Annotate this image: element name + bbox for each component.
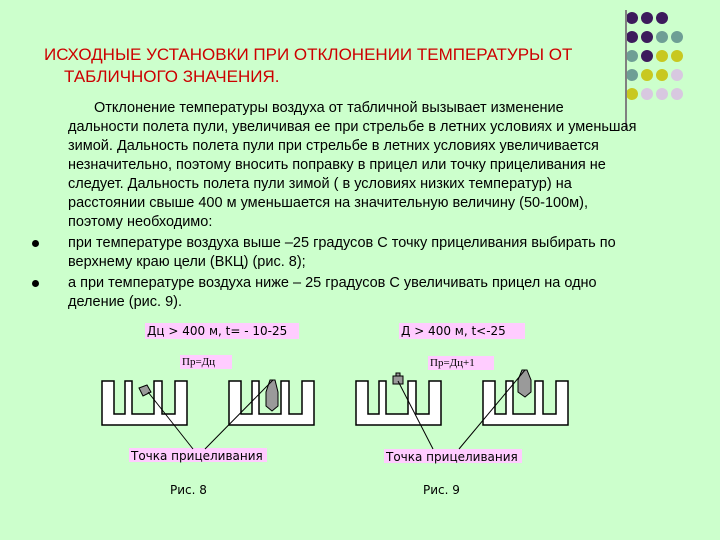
- fig8-bullet-marker: [139, 385, 151, 396]
- fig8-caption: Рис. 8: [170, 483, 207, 497]
- fig9-bullet-marker: [393, 373, 403, 384]
- fig9-aim-label: Точка прицеливания: [384, 449, 522, 463]
- bullet-text: при температуре воздуха выше –25 градусов С точку прицеливания выбирать по верхнему краю цели (ВКЦ) (рис. 8);: [68, 235, 616, 270]
- fig8-condition-label: Дц > 400 м, t= - 10-25: [145, 323, 299, 339]
- fig9-condition-label: Д > 400 м, t<-25: [399, 323, 525, 339]
- fig9-sight-label: Пр=Дц+1: [428, 356, 494, 370]
- fig9-figure-target: [518, 370, 531, 397]
- fig8-aim-label: Точка прицеливания: [129, 448, 267, 462]
- fig8-sight-label: Пр=Дц: [180, 355, 232, 369]
- fig9-caption: Рис. 9: [423, 483, 460, 497]
- bullet-text: а при температуре воздуха ниже – 25 градусов С увеличивать прицел на одно деление (рис. 9).: [68, 275, 597, 310]
- intro-paragraph: Отклонение температуры воздуха от табличной вызывает изменение дальности полета пули, увеличивая ее при стрельбе в летних условиях и уменьшая зимой. Дальность полета пули при стрельбе в летних условиях увеличивается незначительно, поэтому вносить поправку в прицел или точку прицеливания не следует. Дальность полета пули зимой ( в условиях низких температур) на расстоянии свыше 400 м уменьшается на значительную величину (50-100м), поэтому необходимо:: [68, 100, 637, 230]
- fig9-target-left: [356, 381, 441, 425]
- page-title: ИСХОДНЫЕ УСТАНОВКИ ПРИ ОТКЛОНЕНИИ ТЕМПЕРАТУРЫ ОТ ТАБЛИЧНОГО ЗНАЧЕНИЯ.: [44, 45, 573, 86]
